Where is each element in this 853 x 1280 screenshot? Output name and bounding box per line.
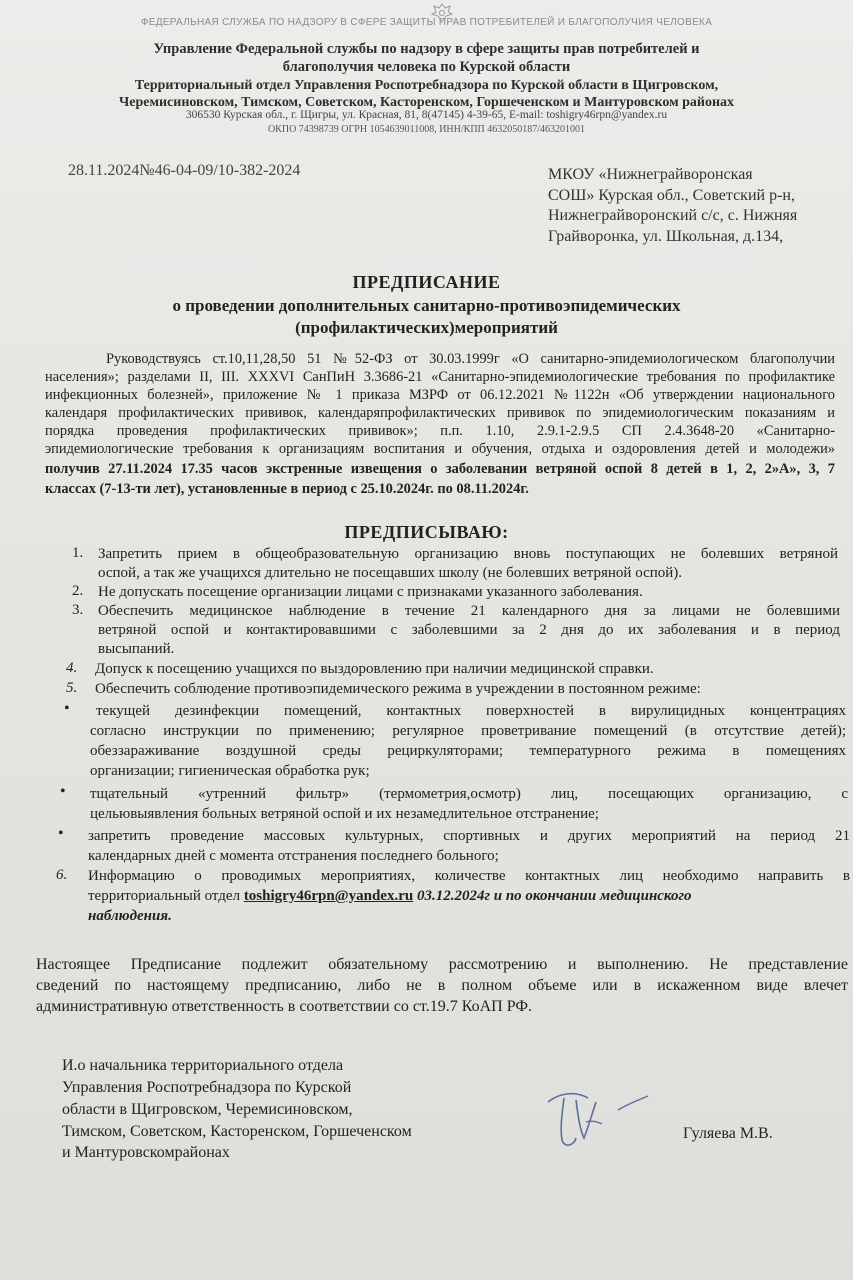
item-3-line: высыпаний.: [98, 641, 175, 657]
preamble-line: населения»; разделами II, III. XXXVI СанПиН 3.3686-21 «Санитарно-эпидемиологические требования по профилактике: [45, 369, 835, 385]
preamble-line: порядка проведения профилактических прививок»; п.п. 1.10, 2.9.1-2.9.5 СП 2.4.3648-20 «Санитарно-: [45, 423, 835, 439]
recipient-line: Нижнеграйворонский с/с, с. Нижняя: [548, 207, 798, 224]
recipient-line: МКОУ «Нижнеграйворонская: [548, 166, 753, 183]
preamble-line: эпидемиологические требования к организациям воспитания и обучения, отдыха и оздоровления детей и молодежи»: [45, 441, 835, 457]
bullet-2-line: тщательный «утренний фильтр» (термометрия,осмотр) лиц, посещающих организацию, с: [90, 786, 848, 802]
order-heading: ПРЕДПИСЫВАЮ:: [344, 522, 509, 542]
recipient-line: Грайворонка, ул. Школьная, д.134,: [548, 228, 784, 245]
preamble-line: календаря профилактических прививок, календаряпрофилактических прививок по эпидемиологическим показаниям и: [45, 405, 835, 421]
division-line-2: Черемисиновском, Тимском, Советском, Касторенском, Горшеченском и Мантуровском районах: [118, 95, 735, 110]
document-subtitle-1: о проведении дополнительных санитарно-противоэпидемических: [172, 296, 681, 315]
document-subtitle-2: (профилактических)мероприятий: [295, 318, 558, 337]
bullet-1-line: согласно инструкции по применению; регулярное проветривание помещений (в отсутствие детей);: [90, 723, 846, 739]
bullet-3-line: запретить проведение массовых культурных, спортивных и других мероприятий на период 21: [88, 828, 850, 844]
recipient-line: СОШ» Курская обл., Советский р-н,: [548, 187, 795, 204]
bullet-icon: •: [64, 700, 70, 717]
item-number: 2.: [72, 583, 84, 599]
signer-name: Гуляева М.В.: [683, 1125, 773, 1142]
preamble-bold-line: получив 27.11.2024 17.35 часов экстренные извещения о заболевании ветряной оспой 8 детей в 1, 2, 2»А», 3, 7: [45, 461, 835, 477]
closing-line: сведений по настоящему предписанию, либо не в полном объеме или в искаженном виде влечет: [36, 977, 848, 994]
division-line-1: Территориальный отдел Управления Роспотребнадзора по Курской области в Щигровском,: [134, 78, 719, 93]
address-line: 306530 Курская обл., г. Щигры, ул. Красная, 81, 8(47145) 4-39-65, E-mail: toshigry46rpn@yandex.ru: [185, 109, 668, 121]
item-6-deadline: 03.12.2024г и по окончании медицинского: [413, 888, 692, 904]
office-line-2: благополучия человека по Курской области: [282, 59, 571, 75]
bullet-1-line: текущей дезинфекции помещений, контактных поверхностей в вирулицидных концентрациях: [96, 703, 846, 719]
email-link[interactable]: toshigry46rpn@yandex.ru: [243, 888, 414, 904]
codes-line: ОКПО 74398739 ОГРН 1054639011008, ИНН/КПП 4632050187/463201001: [267, 124, 586, 135]
item-5-line: Обеспечить соблюдение противоэпидемического режима в учреждении в постоянном режиме:: [95, 681, 701, 697]
item-number: 6.: [56, 867, 68, 883]
signature-block-line: области в Щигровском, Черемисиновском,: [62, 1101, 353, 1118]
signature-block-line: и Мантуровскомрайонах: [62, 1144, 230, 1161]
item-number: 1.: [72, 545, 84, 561]
item-1-line: оспой, а так же учащихся длительно не посещавших школу (не болевших ветряной оспой).: [98, 565, 683, 581]
item-3-line: Обеспечить медицинское наблюдение в течение 21 календарного дня за лицами не болевшими: [98, 603, 840, 619]
item-3-line: ветряной оспой и контактировавшими с заболевшими за 2 дня до их заболевания и в период: [98, 622, 840, 638]
preamble-bold-line: классах (7-13-ти лет), установленные в период с 25.10.2024г. по 08.11.2024г.: [45, 481, 529, 497]
item-4-line: Допуск к посещению учащихся по выздоровлению при наличии медицинской справки.: [95, 661, 654, 677]
item-1-line: Запретить прием в общеобразовательную организацию вновь поступающих не болевших ветряной: [98, 546, 838, 562]
item-6-line: Информацию о проводимых мероприятиях, количестве контактных лиц необходимо направить в: [88, 868, 850, 884]
item-6-line: [88, 887, 850, 905]
preamble-line: инфекционных болезней», приложение № 1 приказа МЗРФ от 06.12.2021 №1122н «Об утверждении национального: [45, 387, 835, 403]
bullet-1-line: обеззараживание воздушной среды рециркуляторами; температурного режима в помещениях: [90, 743, 846, 759]
item-6-prefix: территориальный отдел: [88, 888, 244, 904]
item-number: 3.: [72, 602, 84, 618]
item-2-line: Не допускать посещение организации лицами с признаками указанного заболевания.: [98, 584, 643, 600]
item-number: 4.: [66, 660, 78, 676]
bullet-3-line: календарных дней с момента отстранения последнего больного;: [88, 848, 499, 864]
document-reference: 28.11.2024№46-04-09/10-382-2024: [68, 162, 301, 179]
closing-line: Настоящее Предписание подлежит обязательному рассмотрению и выполнению. Не представление: [36, 956, 848, 973]
bullet-icon: •: [58, 825, 64, 842]
bullet-2-line: цельювыявления больных ветряной оспой и их незамедлительное отстранение;: [90, 806, 599, 822]
signature-block-line: Тимском, Советском, Касторенском, Горшеченском: [62, 1123, 412, 1140]
item-number: 5.: [66, 680, 78, 696]
signature-block-line: Управления Роспотребнадзора по Курской: [62, 1079, 352, 1096]
signature-block-line: И.о начальника территориального отдела: [62, 1057, 344, 1074]
bullet-1-line: организации; гигиеническая обработка рук;: [90, 763, 370, 779]
preamble-line: Руководствуясь ст.10,11,28,50 51 №52-ФЗ от 30.03.1999г «О санитарно-эпидемиологическом благополучии: [106, 351, 835, 367]
handwritten-signature: [540, 1080, 650, 1160]
closing-line: административную ответственность в соответствии со ст.19.7 КоАП РФ.: [36, 998, 532, 1015]
office-line-1: Управление Федеральной службы по надзору в сфере защиты прав потребителей и: [153, 41, 700, 57]
document-title: ПРЕДПИСАНИЕ: [352, 272, 501, 292]
agency-line: ФЕДЕРАЛЬНАЯ СЛУЖБА ПО НАДЗОРУ В СФЕРЕ ЗАЩИТЫ ПРАВ ПОТРЕБИТЕЛЕЙ И БЛАГОПОЛУЧИЯ ЧЕЛОВЕКА: [140, 17, 713, 28]
item-6-line: наблюдения.: [88, 908, 172, 924]
bullet-icon: •: [60, 783, 66, 800]
